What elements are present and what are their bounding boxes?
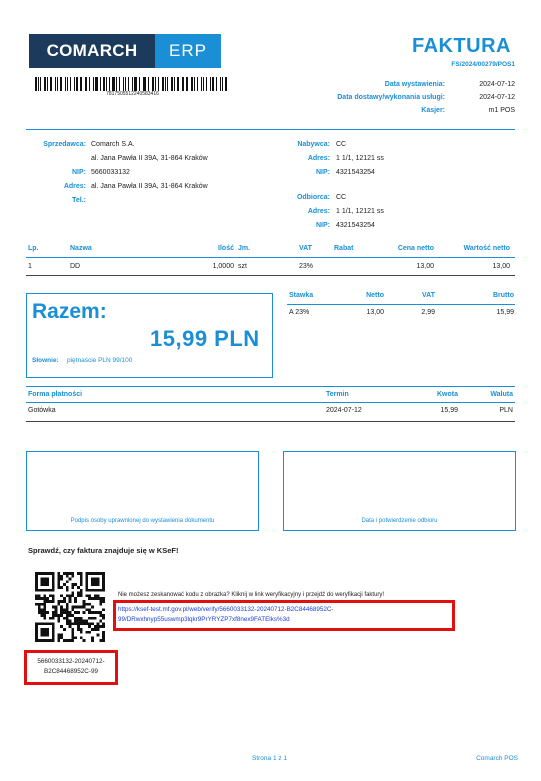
qr-module	[57, 572, 60, 575]
qr-module	[71, 592, 74, 595]
total-label: Razem:	[32, 300, 107, 323]
qr-module	[77, 594, 80, 597]
qr-module	[52, 597, 55, 600]
qr-module	[69, 625, 72, 628]
qr-module	[38, 594, 41, 597]
item-unit: szt	[238, 263, 247, 270]
payment-header-due: Termin	[326, 391, 349, 398]
qr-module	[63, 597, 66, 600]
qr-module	[74, 583, 77, 586]
qr-module	[57, 603, 60, 606]
qr-module	[102, 625, 105, 628]
buyer-nip: 4321543254	[336, 169, 375, 176]
seller-nip-label: NIP:	[72, 169, 86, 176]
qr-module	[97, 611, 100, 614]
qr-module	[102, 622, 105, 625]
qr-module	[69, 614, 72, 617]
qr-module	[80, 628, 83, 631]
qr-module	[57, 634, 60, 637]
qr-module	[91, 611, 94, 614]
qr-module	[57, 575, 60, 578]
qr-module	[80, 589, 83, 592]
ksef-id-line: B2C84468952C-99	[44, 668, 98, 675]
qr-module	[63, 617, 66, 620]
ksef-id	[28, 657, 114, 677]
payment-header-amount: Kwota	[437, 391, 458, 398]
qr-module	[52, 617, 55, 620]
signature-caption-receiver: Data i potwierdzenie odbioru	[361, 518, 438, 524]
buyer-address: 1 1/1, 12121 ss	[336, 155, 384, 162]
qr-module	[43, 606, 46, 609]
buyer-address-label: Adres:	[307, 155, 330, 162]
qr-module	[35, 603, 38, 606]
qr-module	[55, 611, 58, 614]
qr-module	[77, 611, 80, 614]
qr-module	[38, 611, 41, 614]
qr-module	[52, 594, 55, 597]
qr-module	[85, 603, 88, 606]
qr-module	[83, 620, 86, 623]
payment-bottom-divider	[26, 421, 515, 422]
qr-module	[52, 614, 55, 617]
amount-in-words-label: Słownie:	[32, 357, 59, 364]
footer-brand: Comarch POS	[476, 755, 518, 762]
qr-module	[55, 606, 58, 609]
qr-module	[85, 622, 88, 625]
qr-module	[60, 614, 63, 617]
qr-module	[74, 622, 77, 625]
qr-module	[80, 617, 83, 620]
qr-module	[71, 628, 74, 631]
logo-text-erp: ERP	[155, 34, 221, 68]
qr-module	[94, 628, 97, 631]
qr-module	[57, 636, 60, 639]
qr-module	[85, 594, 88, 597]
document-number: FS/2024/00279/POS1	[451, 61, 515, 68]
items-header-unit: Jm.	[238, 245, 251, 252]
qr-module	[83, 603, 86, 606]
ksef-heading: Sprawdź, czy faktura znajduje się w KSeF!	[28, 546, 179, 555]
qr-module	[77, 606, 80, 609]
qr-module	[66, 594, 69, 597]
document-title: FAKTURA	[411, 35, 511, 57]
qr-module	[99, 600, 102, 603]
seller-label: Sprzedawca:	[43, 141, 86, 148]
qr-module	[74, 636, 77, 639]
qr-module	[88, 608, 91, 611]
qr-module	[71, 636, 74, 639]
seller-address-label: Adres:	[63, 183, 86, 190]
item-net-value: 13,00	[492, 263, 510, 270]
meta-value: m1 POS	[488, 107, 515, 114]
qr-module	[55, 608, 58, 611]
qr-module	[69, 611, 72, 614]
qr-module	[88, 597, 91, 600]
recipient-label: Odbiorca:	[296, 194, 330, 201]
qr-module	[43, 617, 46, 620]
qr-module	[94, 594, 97, 597]
signature-caption-issuer: Podpis osoby uprawnionej do wystawienia dokumentu	[70, 518, 215, 524]
qr-module	[63, 583, 66, 586]
qr-module	[69, 600, 72, 603]
qr-module	[57, 578, 60, 581]
qr-module	[41, 611, 44, 614]
qr-module	[38, 606, 41, 609]
qr-module	[60, 594, 63, 597]
qr-module	[49, 600, 52, 603]
buyer-label: Nabywca:	[297, 141, 330, 148]
qr-module	[43, 594, 46, 597]
qr-module	[63, 639, 66, 642]
qr-module	[91, 578, 99, 586]
qr-module	[63, 608, 66, 611]
barcode-number: 7817505512240583416	[106, 91, 159, 97]
amount-in-words: piętnaście PLN 99/100	[67, 357, 133, 364]
qr-module	[41, 597, 44, 600]
qr-module	[99, 597, 102, 600]
meta-value: 2024-07-12	[479, 81, 515, 88]
qr-module	[88, 631, 91, 634]
qr-module	[66, 589, 69, 592]
qr-module	[60, 606, 63, 609]
qr-module	[69, 597, 72, 600]
meta-label: Kasjer:	[421, 107, 445, 114]
qr-module	[71, 606, 74, 609]
recipient-nip: 4321543254	[336, 222, 375, 229]
items-header-net-price: Cena netto	[397, 245, 434, 252]
qr-module	[57, 583, 60, 586]
qr-module	[43, 608, 46, 611]
qr-module	[77, 586, 80, 589]
qr-module	[74, 617, 77, 620]
qr-module	[80, 631, 83, 634]
qr-module	[88, 625, 91, 628]
qr-module	[77, 617, 80, 620]
qr-module	[88, 603, 91, 606]
qr-module	[99, 611, 102, 614]
qr-module	[88, 617, 91, 620]
qr-module	[94, 597, 97, 600]
item-vat: 23%	[299, 263, 314, 270]
qr-module	[66, 606, 69, 609]
vat-rate: A 23%	[289, 309, 310, 316]
qr-module	[38, 597, 41, 600]
qr-module	[83, 600, 86, 603]
qr-module	[69, 572, 72, 575]
qr-module	[57, 580, 60, 583]
qr-module	[97, 628, 100, 631]
qr-module	[88, 594, 91, 597]
qr-module	[66, 580, 69, 583]
qr-code	[35, 572, 105, 642]
qr-module	[80, 592, 83, 595]
qr-module	[77, 622, 80, 625]
qr-module	[66, 575, 69, 578]
qr-module	[71, 594, 74, 597]
qr-module	[71, 614, 74, 617]
qr-module	[43, 600, 46, 603]
qr-module	[52, 611, 55, 614]
qr-module	[77, 625, 80, 628]
vat-header-vat: VAT	[422, 292, 435, 299]
items-header-discount: Rabat	[334, 245, 354, 252]
qr-module	[43, 597, 46, 600]
qr-module	[66, 617, 69, 620]
qr-module	[71, 622, 74, 625]
qr-module	[83, 622, 86, 625]
ksef-link-line: 99/DRwxhnyp55uswmp3lqkr9PrYRYZP7xf8nex9FATElks%3d	[118, 616, 290, 623]
qr-module	[71, 639, 74, 642]
item-net-price: 13,00	[416, 263, 434, 270]
ksef-id-line: 5660033132-20240712-	[37, 658, 105, 665]
qr-module	[85, 608, 88, 611]
qr-module	[80, 606, 83, 609]
items-header-lp: Lp.	[28, 245, 39, 252]
items-header-net-value: Wartość netto	[463, 245, 510, 252]
qr-module	[99, 614, 102, 617]
qr-module	[102, 597, 105, 600]
qr-module	[63, 572, 66, 575]
qr-module	[69, 594, 72, 597]
qr-module	[63, 600, 66, 603]
vat-net: 13,00	[366, 309, 384, 316]
item-qty: 1,0000	[212, 263, 234, 270]
vat-gross: 15,99	[496, 309, 514, 316]
qr-module	[60, 634, 63, 637]
qr-module	[91, 636, 94, 639]
qr-module	[66, 572, 69, 575]
qr-module	[74, 620, 77, 623]
qr-module	[60, 636, 63, 639]
recipient-address: 1 1/1, 12121 ss	[336, 208, 384, 215]
qr-module	[60, 575, 63, 578]
qr-module	[69, 578, 72, 581]
items-header-name: Nazwa	[70, 245, 92, 252]
vat-header-rate: Stawka	[289, 292, 314, 299]
qr-module	[57, 617, 60, 620]
payment-due: 2024-07-12	[326, 407, 362, 414]
ksef-verify-link[interactable]	[118, 605, 334, 625]
payment-currency: PLN	[499, 407, 513, 414]
payment-header-currency: Waluta	[490, 391, 513, 398]
qr-module	[77, 620, 80, 623]
qr-module	[83, 606, 86, 609]
qr-module	[71, 586, 74, 589]
qr-module	[63, 628, 66, 631]
item-lp: 1	[28, 263, 32, 270]
qr-module	[97, 634, 100, 637]
qr-module	[43, 603, 46, 606]
qr-module	[52, 606, 55, 609]
qr-module	[49, 594, 52, 597]
qr-module	[80, 575, 83, 578]
qr-module	[94, 617, 97, 620]
qr-module	[38, 608, 41, 611]
qr-module	[85, 631, 88, 634]
qr-module	[71, 575, 74, 578]
qr-module	[41, 628, 49, 636]
meta-value: 2024-07-12	[479, 94, 515, 101]
qr-module	[91, 622, 94, 625]
qr-module	[60, 586, 63, 589]
qr-module	[91, 639, 94, 642]
qr-module	[77, 592, 80, 595]
seller-name: Comarch S.A.	[91, 141, 135, 148]
qr-module	[66, 614, 69, 617]
qr-module	[41, 578, 49, 586]
qr-module	[60, 600, 63, 603]
qr-module	[102, 608, 105, 611]
qr-module	[102, 634, 105, 637]
recipient-name: CC	[336, 194, 347, 201]
buyer-nip-label: NIP:	[316, 169, 330, 176]
recipient-address-label: Adres:	[307, 208, 330, 215]
qr-module	[71, 608, 74, 611]
seller-nip: 5660033132	[91, 169, 130, 176]
qr-module	[60, 625, 63, 628]
logo-text-comarch: COMARCH	[29, 34, 155, 68]
qr-module	[55, 614, 58, 617]
payment-top-divider	[26, 386, 515, 387]
qr-module	[83, 639, 86, 642]
seller-address: al. Jana Pawła II 39A, 31-864 Kraków	[91, 183, 208, 190]
qr-module	[99, 625, 102, 628]
qr-module	[91, 617, 94, 620]
qr-module	[66, 611, 69, 614]
qr-module	[41, 608, 44, 611]
qr-module	[74, 606, 77, 609]
qr-module	[57, 600, 60, 603]
qr-module	[91, 628, 94, 631]
items-header-vat: VAT	[299, 245, 312, 252]
ksef-hint: Nie możesz zeskanować kodu z obrazka? Kliknij w link weryfikacyjny i przejdź do weryfikacji faktury!	[118, 592, 385, 598]
qr-module	[88, 622, 91, 625]
qr-module	[71, 572, 74, 575]
qr-module	[66, 620, 69, 623]
total-amount: 15,99 PLN	[150, 326, 260, 351]
seller-address-line: al. Jana Pawła II 39A, 31-864 Kraków	[91, 155, 208, 162]
qr-module	[80, 636, 83, 639]
buyer-name: CC	[336, 141, 347, 148]
qr-module	[35, 594, 38, 597]
qr-module	[74, 597, 77, 600]
qr-module	[66, 622, 69, 625]
payment-header-divider	[26, 402, 515, 403]
qr-module	[80, 620, 83, 623]
items-header-qty: Ilość	[218, 245, 234, 252]
qr-module	[69, 622, 72, 625]
qr-module	[66, 586, 69, 589]
qr-module	[66, 639, 69, 642]
qr-module	[83, 611, 86, 614]
qr-module	[80, 622, 83, 625]
meta-label: Data wystawienia:	[384, 81, 445, 88]
qr-module	[102, 617, 105, 620]
page-number: Strona 1 z 1	[252, 755, 288, 762]
vat-header-net: Netto	[366, 292, 384, 299]
qr-module	[94, 611, 97, 614]
qr-module	[80, 583, 83, 586]
payment-header-method: Forma płatności	[28, 391, 83, 398]
qr-module	[35, 597, 38, 600]
payment-amount: 15,99	[440, 407, 458, 414]
qr-module	[46, 600, 49, 603]
qr-module	[69, 620, 72, 623]
qr-module	[52, 600, 55, 603]
qr-module	[60, 608, 63, 611]
qr-module	[43, 614, 46, 617]
qr-module	[77, 628, 80, 631]
qr-module	[57, 586, 60, 589]
qr-module	[97, 622, 100, 625]
qr-module	[102, 631, 105, 634]
qr-module	[57, 620, 60, 623]
vat-header-gross: Brutto	[493, 292, 514, 299]
qr-module	[71, 634, 74, 637]
payment-method: Gotówka	[28, 407, 56, 414]
meta-label: Data dostawy/wykonania usługi:	[337, 94, 445, 101]
qr-module	[97, 625, 100, 628]
qr-module	[91, 606, 94, 609]
qr-module	[60, 611, 63, 614]
recipient-nip-label: NIP:	[316, 222, 330, 229]
qr-module	[99, 603, 102, 606]
qr-module	[38, 603, 41, 606]
qr-module	[69, 639, 72, 642]
item-name: DD	[70, 263, 81, 270]
qr-module	[77, 572, 80, 575]
qr-module	[80, 572, 83, 575]
seller-tel-label: Tel.:	[72, 197, 86, 204]
qr-module	[94, 625, 97, 628]
qr-module	[97, 597, 100, 600]
qr-module	[97, 594, 100, 597]
qr-module	[102, 636, 105, 639]
qr-module	[41, 614, 44, 617]
qr-module	[80, 578, 83, 581]
qr-module	[43, 611, 46, 614]
qr-module	[102, 600, 105, 603]
qr-module	[66, 603, 69, 606]
qr-module	[46, 597, 49, 600]
qr-module	[99, 620, 102, 623]
qr-module	[41, 603, 44, 606]
qr-module	[80, 594, 83, 597]
qr-module	[46, 611, 49, 614]
vat-amount: 2,99	[421, 309, 435, 316]
qr-module	[74, 600, 77, 603]
qr-module	[85, 620, 88, 623]
qr-module	[74, 611, 77, 614]
qr-module	[102, 639, 105, 642]
qr-module	[63, 611, 66, 614]
qr-module	[80, 580, 83, 583]
qr-module	[91, 597, 94, 600]
qr-module	[66, 608, 69, 611]
qr-module	[57, 614, 60, 617]
qr-module	[49, 617, 52, 620]
qr-module	[57, 639, 60, 642]
qr-module	[60, 578, 63, 581]
qr-module	[99, 639, 102, 642]
qr-module	[88, 611, 91, 614]
qr-module	[102, 614, 105, 617]
qr-module	[71, 583, 74, 586]
qr-module	[71, 631, 74, 634]
ksef-link-line: https://ksef-test.mf.gov.pl/web/verify/5660033132-20240712-B2C84468952C-	[118, 606, 334, 613]
